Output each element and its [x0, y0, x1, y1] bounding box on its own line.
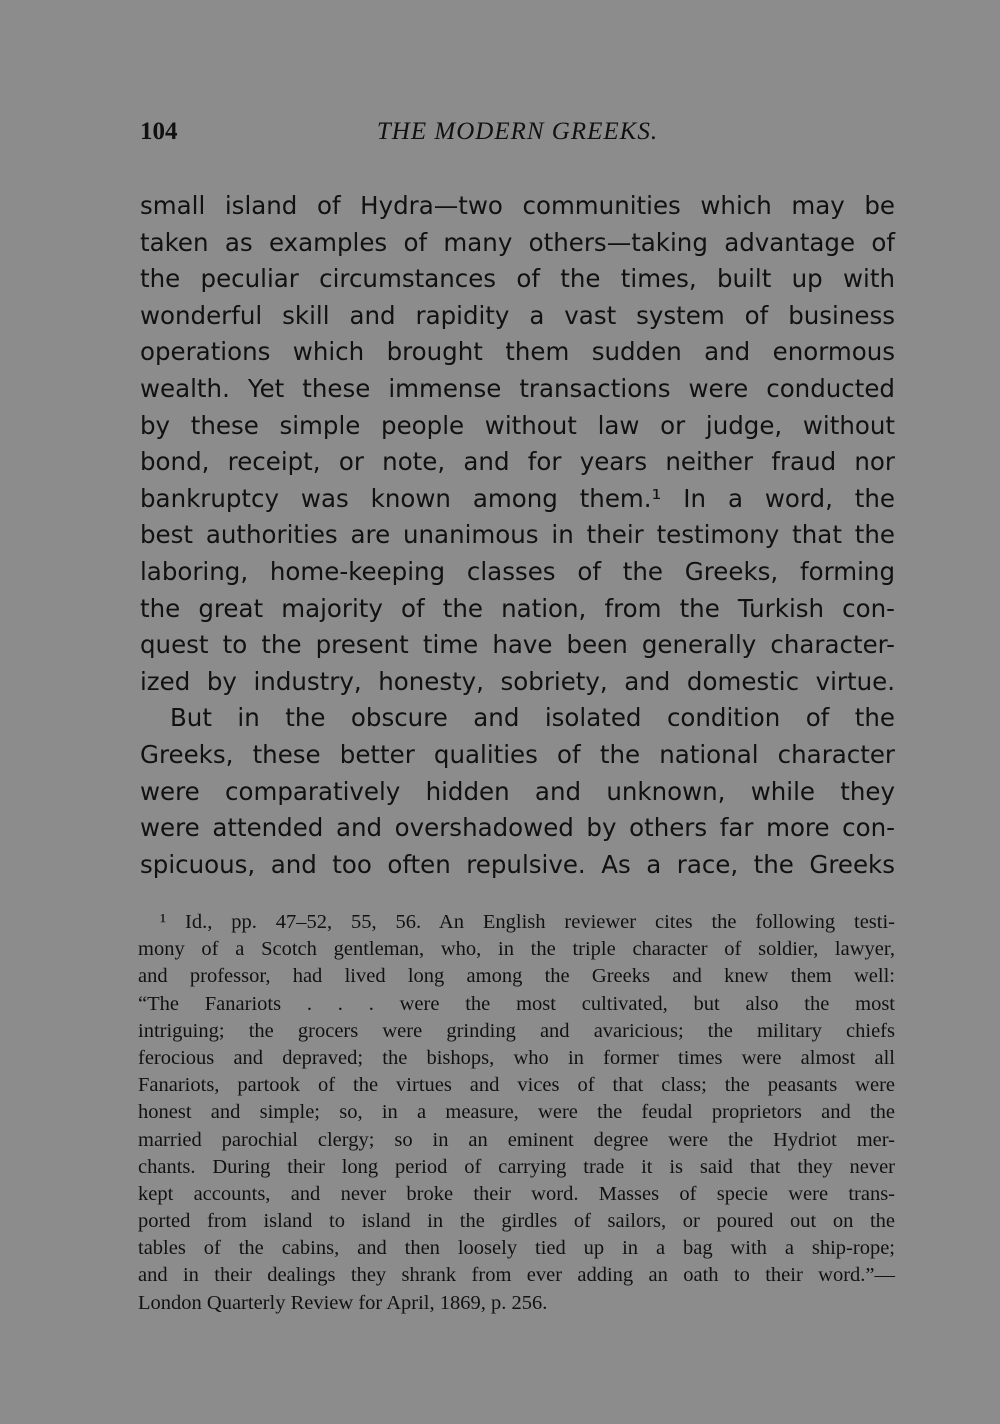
body-line: laboring, home-keeping classes of the Greeks, forming	[140, 556, 895, 586]
body-line: Greeks, these better qualities of the national character	[140, 739, 895, 769]
body-line: ized by industry, honesty, sobriety, and domestic virtue.	[140, 666, 895, 696]
footnote-line: and professor, had lived long among the Greeks and knew them well:	[138, 965, 895, 988]
body-line: were comparatively hidden and unknown, while they	[140, 776, 895, 806]
footnote-line: mony of a Scotch gentleman, who, in the triple character of soldier, lawyer,	[138, 938, 895, 961]
body-line: taken as examples of many others—taking advantage of	[140, 227, 895, 257]
footnote-line: London Quarterly Review for April, 1869, p. 256.	[138, 1291, 548, 1314]
footnote-line: “The Fanariots . . . were the most cultivated, but also the most	[138, 992, 895, 1015]
footnote-line: tables of the cabins, and then loosely tied up in a bag with a ship-rope;	[138, 1237, 895, 1260]
footnote-line: honest and simple; so, in a measure, were the feudal proprietors and the	[138, 1101, 895, 1124]
footnote-line: married parochial clergy; so in an eminent degree were the Hydriot mer-	[138, 1128, 895, 1151]
body-line: wonderful skill and rapidity a vast system of business	[140, 300, 895, 330]
body-text	[140, 188, 895, 883]
page-number: 104	[140, 118, 178, 145]
footnote-line: Fanariots, partook of the virtues and vices of that class; the peasants were	[138, 1074, 895, 1097]
body-line: But in the obscure and isolated condition of the	[170, 703, 895, 733]
body-line: best authorities are unanimous in their testimony that the	[140, 520, 895, 550]
body-line: by these simple people without law or judge, without	[140, 410, 895, 440]
body-line: the peculiar circumstances of the times, built up with	[140, 264, 895, 294]
body-line: bankruptcy was known among them.¹ In a word, the	[140, 483, 895, 513]
footnote-line: ferocious and depraved; the bishops, who in former times were almost all	[138, 1046, 895, 1069]
body-line: quest to the present time have been generally character-	[140, 630, 895, 660]
body-line: operations which brought them sudden and enormous	[140, 337, 895, 367]
body-line: small island of Hydra—two communities which may be	[140, 191, 895, 220]
body-line: the great majority of the nation, from the Turkish con-	[140, 593, 895, 623]
footnote-line: kept accounts, and never broke their word. Masses of specie were trans-	[138, 1182, 895, 1205]
body-line: bond, receipt, or note, and for years neither fraud nor	[140, 447, 895, 477]
footnote	[138, 909, 895, 1317]
footnote-line: ported from island to island in the girdles of sailors, or poured out on the	[138, 1210, 895, 1233]
body-line: spicuous, and too often repulsive. As a race, the Greeks	[140, 849, 895, 879]
body-line: wealth. Yet these immense transactions were conducted	[140, 373, 895, 403]
footnote-line: chants. During their long period of carrying trade it is said that they never	[138, 1155, 895, 1178]
body-line: were attended and overshadowed by others far more con-	[140, 813, 895, 843]
footnote-line: and in their dealings they shrank from ever adding an oath to their word.”—	[138, 1264, 895, 1287]
footnote-line: intriguing; the grocers were grinding and avaricious; the military chiefs	[138, 1019, 895, 1042]
running-title: THE MODERN GREEKS.	[376, 118, 659, 145]
page-header	[140, 118, 895, 154]
footnote-line: ¹ Id., pp. 47–52, 55, 56. An English reviewer cites the following testi-	[160, 911, 895, 933]
